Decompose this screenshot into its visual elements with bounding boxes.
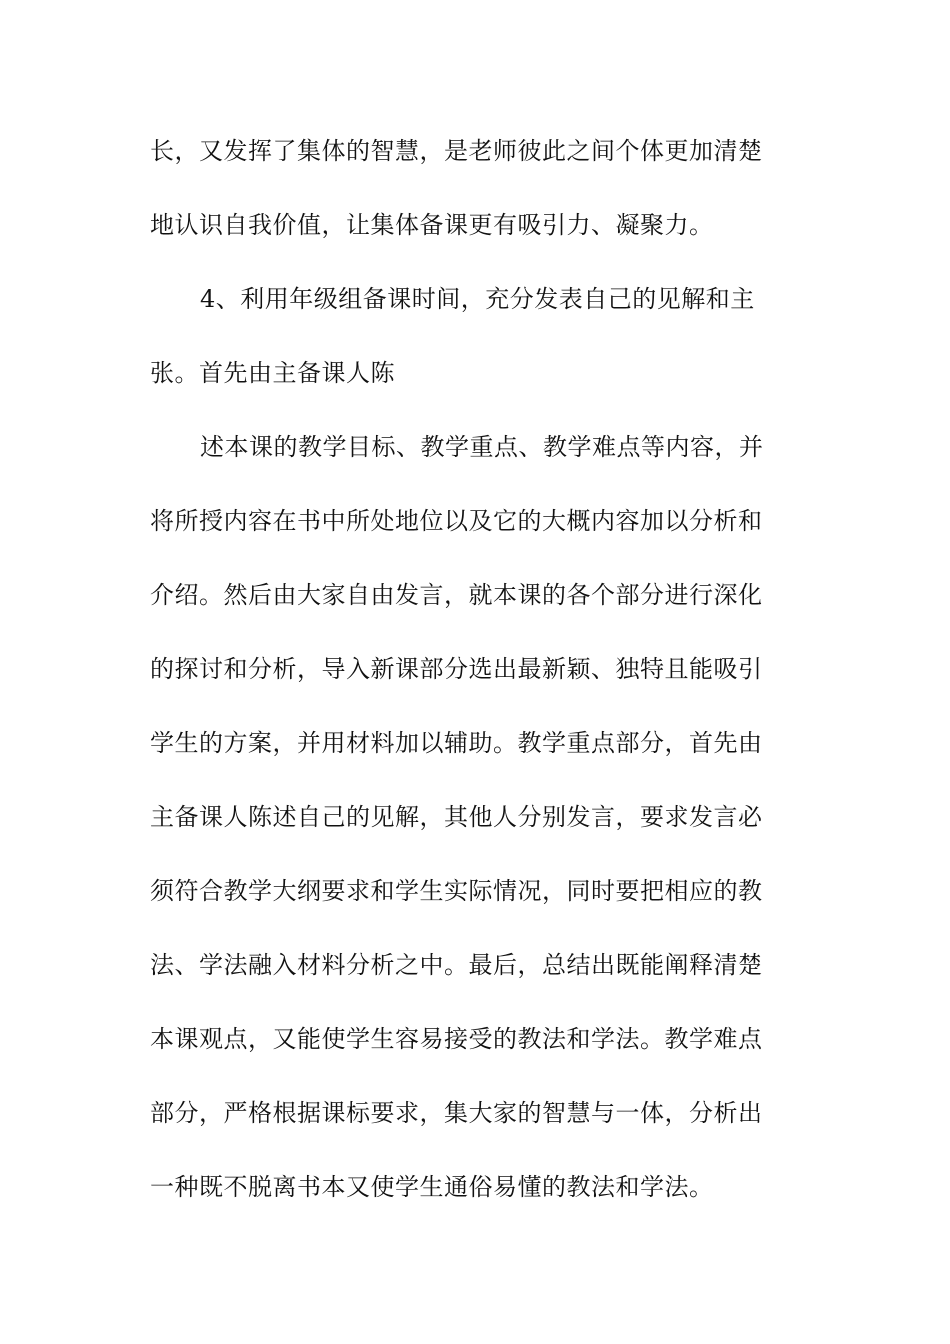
text-line-15: 一种既不脱离书本又使学生通俗易懂的教法和学法。: [150, 1173, 714, 1201]
text-line-5: 述本课的教学目标、教学重点、教学难点等内容，并: [200, 433, 764, 461]
text-line-9: 学生的方案，并用材料加以辅助。教学重点部分，首先由: [150, 729, 763, 757]
text-line-2: 地认识自我价值，让集体备课更有吸引力、凝聚力。: [150, 211, 714, 239]
text-line-11: 须符合教学大纲要求和学生实际情况，同时要把相应的教: [150, 877, 763, 905]
document-body: [150, 120, 800, 1230]
text-line-12: 法、学法融入材料分析之中。最后，总结出既能阐释清楚: [150, 951, 763, 979]
text-line-14: 部分，严格根据课标要求，集大家的智慧与一体，分析出: [150, 1099, 763, 1127]
text-line-10: 主备课人陈述自己的见解，其他人分别发言，要求发言必: [150, 803, 763, 831]
text-line-1: 长，又发挥了集体的智慧，是老师彼此之间个体更加清楚: [150, 137, 763, 165]
text-line-7: 介绍。然后由大家自由发言，就本课的各个部分进行深化: [150, 581, 763, 609]
text-line-13: 本课观点，又能使学生容易接受的教法和学法。教学难点: [150, 1025, 763, 1053]
text-line-4: 张。首先由主备课人陈: [150, 359, 395, 387]
text-line-6: 将所授内容在书中所处地位以及它的大概内容加以分析和: [150, 507, 763, 535]
text-line-3: 4、利用年级组备课时间，充分发表自己的见解和主: [200, 285, 755, 313]
text-line-8: 的探讨和分析，导入新课部分选出最新颖、独特且能吸引: [150, 655, 763, 683]
